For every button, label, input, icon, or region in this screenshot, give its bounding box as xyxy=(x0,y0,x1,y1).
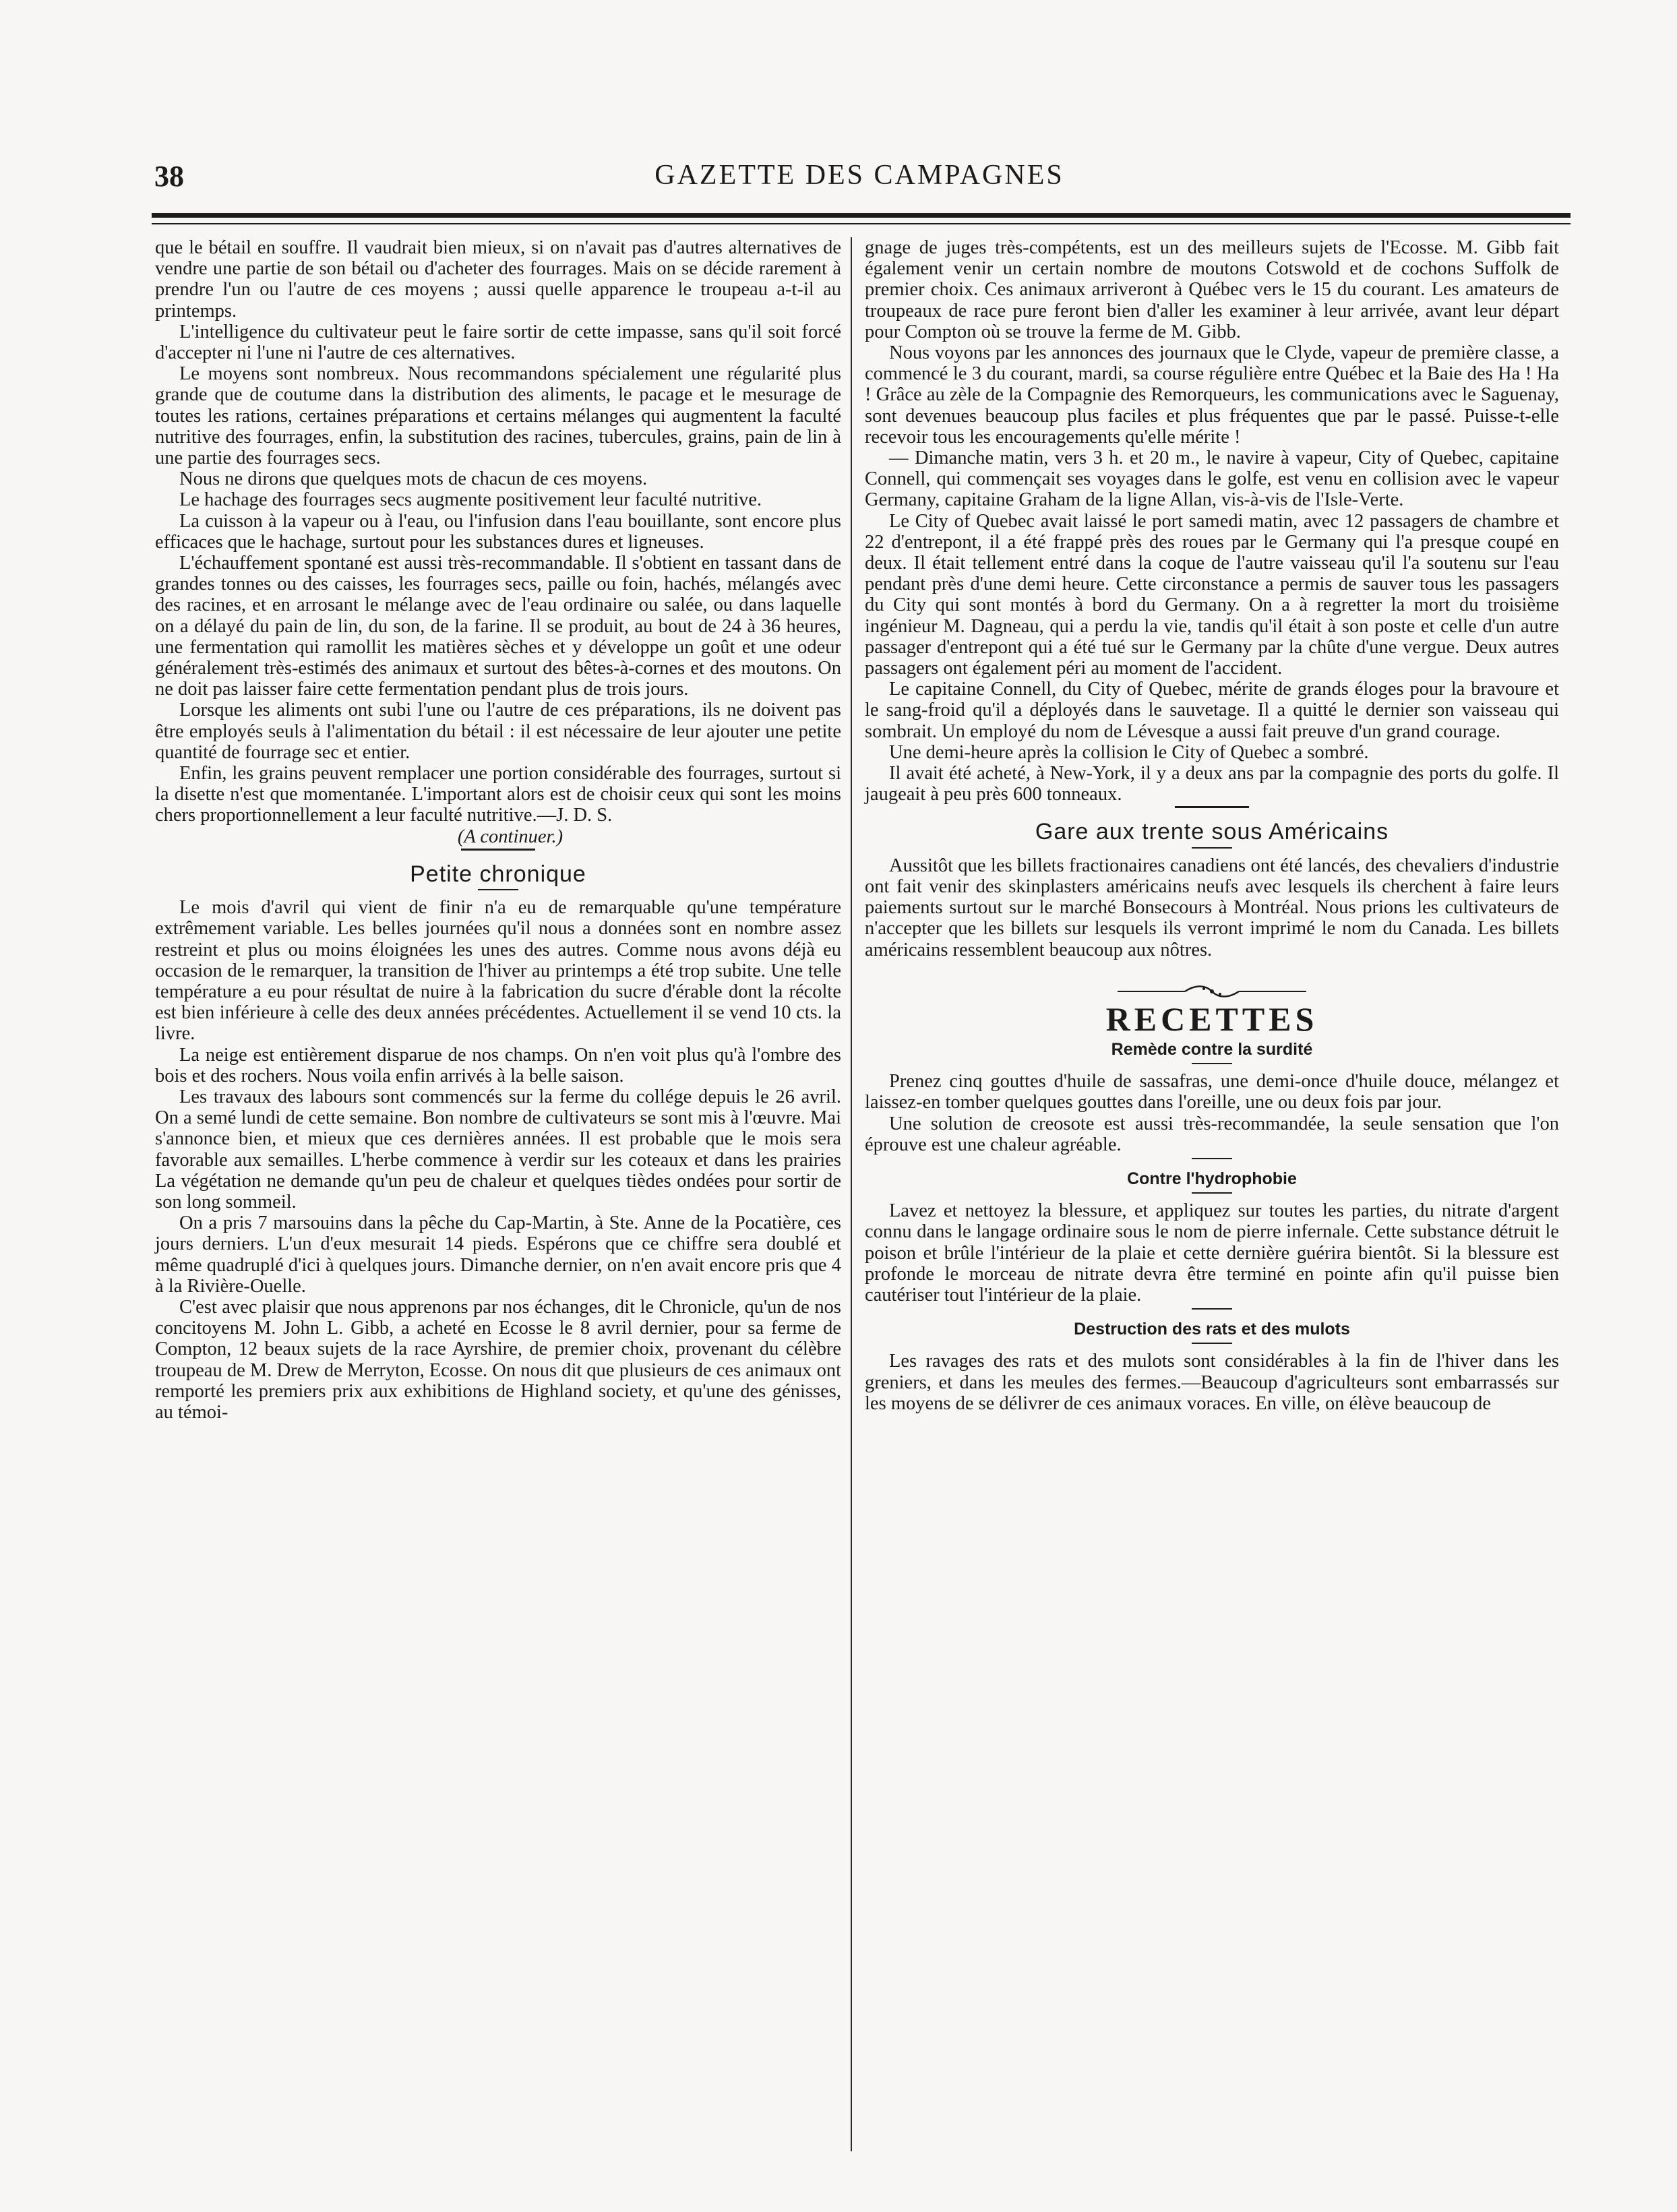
paragraph: Lavez et nettoyez la blessure, et appliquez sur toutes les parties, du nitrate d'argent connu dans le langage ordinaire sous le nom de pierre infernale. Cette substance détruit le poison et brûle l'intérieur de la plaie et cette dernière guérira bientôt. Si la blessure est profonde le morceau de nitrate devra être terminé en pointe afin qu'il puisse bien cautériser tout l'intérieur de la plaie. xyxy=(865,1200,1559,1305)
header-rule-thick xyxy=(152,213,1571,218)
paragraph: Lorsque les aliments ont subi l'une ou l'autre de ces préparations, ils ne doivent pas être employés seuls à l'alimentation du bétail : il est nécessaire de leur ajouter une petite quantité de fourrage sec et entier. xyxy=(155,700,841,763)
section-rule xyxy=(1175,806,1249,808)
page-header xyxy=(152,150,1567,193)
header-rule-thin xyxy=(152,223,1571,224)
journal-title: GAZETTE DES CAMPAGNES xyxy=(654,160,1064,191)
paragraph: gnage de juges très-compétents, est un des meilleurs sujets de l'Ecosse. M. Gibb fait également venir un certain nombre de moutons Cotswold et de cochons Suffolk de premier choix. Ces animaux arriveront à Québec vers le 15 du courant. Les amateurs de troupeaux de race pure feront bien d'aller les examiner à leur arrivée, avant leur départ pour Compton où se trouve la ferme de M. Gibb. xyxy=(865,237,1559,342)
paragraph: Prenez cinq gouttes d'huile de sassafras, une demi-once d'huile douce, mélangez et laissez-en tomber quelques gouttes dans l'oreille, une ou deux fois par jour. xyxy=(865,1071,1559,1113)
ornament-divider xyxy=(1111,983,1313,1000)
paragraph: Nous voyons par les annonces des journaux que le Clyde, vapeur de première classe, a commencé le 3 du courant, mardi, sa course régulière entre Québec et la Baie des Ha ! Ha ! Grâce au zèle de la Compagnie des Remorqueurs, les communications avec le Saguenay, sont devenues beaucoup plus faciles et plus fréquentes que par le passé. Puisse-t-elle recevoir tous les encouragements qu'elle mérite ! xyxy=(865,342,1559,448)
section-rule xyxy=(478,889,518,890)
section-rule xyxy=(1192,1343,1232,1344)
paragraph: Les travaux des labours sont commencés sur la ferme du collége depuis le 26 avril. On a semé lundi de cette semaine. Bon nombre de cultivateurs se sont mis à l'œuvre. Mai s'annonce bien, et mieux que ces dernières années. Il est probable que le mois sera favorable aux semailles. L'herbe commence à verdir sur les coteaux et dans les prairies La végétation ne demande qu'un peu de chaleur et quelques tièdes ondées pour sortir de son long sommeil. xyxy=(155,1086,841,1212)
paragraph: Le capitaine Connell, du City of Quebec, mérite de grands éloges pour la bravoure et le sang-froid qu'il a déployés dans le sauvetage. Il a quitté le dernier son vaisseau qui sombrait. Un employé du nom de Lévesque a aussi fait preuve d'un grand courage. xyxy=(865,679,1559,742)
left-column xyxy=(155,237,841,1423)
section-rule xyxy=(1192,847,1232,849)
paragraph: L'échauffement spontané est aussi très-recommandable. Il s'obtient en tassant dans de grandes tonnes ou des caisses, les fourrages secs, paille ou foin, hachés, mélangés avec des racines, et en arrosant le mélange avec de l'eau ordinaire ou salée, ou dans laquelle on a délayé du pain de lin, du son, de la farine. Il se produit, au bout de 24 à 36 heures, une fermentation qui ramollit les matières sèches et y développe un goût et une odeur généralement très-estimés des animaux et surtout des bêtes-à-cornes et des moutons. On ne doit pas laisser faire cette fermentation pendant plus de trois jours. xyxy=(155,553,841,700)
section-title-chronique: Petite chronique xyxy=(410,861,586,887)
paragraph: Aussitôt que les billets fractionaires canadiens ont été lancés, des chevaliers d'industrie ont fait venir des skinplasters américains neufs avec lesquels ils cherchent à faire leurs paiements surtout sur le marché Bonsecours à Montréal. Nous prions les cultivateurs de n'accepter que les billets sur lesquels ils verront imprimé le nom du Canada. Les billets américains ressemblent beaucoup aux nôtres. xyxy=(865,855,1559,960)
paragraph: La neige est entièrement disparue de nos champs. On n'en voit plus qu'à l'ombre des bois et des rochers. Nous voila enfin arrivés à la belle saison. xyxy=(155,1044,841,1086)
paragraph: Les ravages des rats et des mulots sont considérables à la fin de l'hiver dans les greniers, et dans les meules des fermes.—Beaucoup d'agriculteurs sont embarrassés sur les moyens de se délivrer de ces animaux voraces. En ville, on élève beaucoup de xyxy=(865,1351,1559,1414)
recipe-title-hydrophobie: Contre l'hydrophobie xyxy=(1127,1169,1297,1188)
section-title-recettes: RECETTES xyxy=(1105,1000,1318,1038)
recipe-title-surdite: Remède contre la surdité xyxy=(1111,1039,1313,1059)
paragraph: La cuisson à la vapeur ou à l'eau, ou l'infusion dans l'eau bouillante, sont encore plus efficaces que le hachage, surtout pour les substances dures et ligneuses. xyxy=(155,510,841,553)
column-divider xyxy=(851,237,852,2151)
section-rule xyxy=(1192,1308,1232,1310)
recipe-title-rats: Destruction des rats et des mulots xyxy=(1074,1320,1350,1339)
right-column xyxy=(865,237,1559,1414)
paragraph: On a pris 7 marsouins dans la pêche du Cap-Martin, à Ste. Anne de la Pocatière, ces jours derniers. L'un d'eux mesurait 14 pieds. Espérons que ce chiffre sera doublé et même quadruplé d'ici à quelques jours. Dimanche dernier, on n'en avait encore pris que 4 à la Rivière-Ouelle. xyxy=(155,1212,841,1297)
section-rule xyxy=(1192,1063,1232,1064)
section-title-gare: Gare aux trente sous Américains xyxy=(1035,819,1389,845)
paragraph: Il avait été acheté, à New-York, il y a deux ans par la compagnie des ports du golfe. Il jaugeait à peu près 600 tonneaux. xyxy=(865,763,1559,805)
paragraph: Nous ne dirons que quelques mots de chacun de ces moyens. xyxy=(179,468,648,490)
section-rule xyxy=(1192,1192,1232,1194)
paragraph: C'est avec plaisir que nous apprenons par nos échanges, dit le Chronicle, qu'un de nos concitoyens M. John L. Gibb, a acheté en Ecosse le 8 avril dernier, pour sa ferme de Compton, 12 beaux sujets de la race Ayrshire, de premier choix, provenant du célèbre troupeau de M. Drew de Merryton, Ecosse. On nous dit que plusieurs de ces animaux ont remporté les premiers prix aux exhibitions de Highland society, et qu'une des génisses, au témoi- xyxy=(155,1296,841,1423)
paragraph: que le bétail en souffre. Il vaudrait bien mieux, si on n'avait pas d'autres alternatives de vendre une partie de son bétail ou d'acheter des fourrages. Mais on se décide rarement à prendre l'un ou l'autre de ces moyens ; aussi quelle apparence le troupeau a-t-il au printemps. xyxy=(155,237,841,321)
section-rule xyxy=(461,849,535,851)
paragraph: Le moyens sont nombreux. Nous recommandons spécialement une régularité plus grande que de coutume dans la distribution des aliments, le pacage et le mesurage de toutes les rations, certaines préparations et certains mélanges qui augmentent la faculté nutritive des fourrages, enfin, la substitution des racines, tubercules, grains, pain de lin à une partie des fourrages secs. xyxy=(155,363,841,469)
paragraph: Le hachage des fourrages secs augmente positivement leur faculté nutritive. xyxy=(179,489,762,511)
paragraph: Une solution de creosote est aussi très-recommandée, la seule sensation que l'on éprouve est une chaleur agréable. xyxy=(865,1113,1559,1155)
paragraph: Le City of Quebec avait laissé le port samedi matin, avec 12 passagers de chambre et 22 d'entrepont, il a été frappé près des roues par le Germany qui l'a presque coupé en deux. Il était tellement entré dans la coque de l'autre vaisseau qu'il l'a soutenu sur l'eau pendant près d'une demi heure. Cette circonstance a permis de sauver tous les passagers du City qui sont montés à bord du Germany. On a à regretter la mort du troisième ingénieur M. Dagneau, qui a perdu la vie, tandis qu'il était à son poste et celle d'un autre passager d'entrepont qui a été tué sur le Germany par la chûte d'une vergue. Deux autres passagers ont également péri au moment de l'accident. xyxy=(865,510,1559,679)
paragraph: Le mois d'avril qui vient de finir n'a eu de remarquable qu'une température extrêmement variable. Les belles journées qu'il nous a données sont en nombre assez restreint et plus ou moins éloignées les unes des autres. Comme nous avons déjà eu occasion de le remarquer, la transition de l'hiver au printemps a été trop subite. Une telle température a eu pour résultat de nuire à la fabrication du sucre d'érable dont la récolte est bien inférieure à celle des deux années précédentes. Actuellement il se vend 10 cts. la livre. xyxy=(155,897,841,1045)
paragraph: Enfin, les grains peuvent remplacer une portion considérable des fourrages, surtout si la disette n'est que momentanée. L'important alors est de choisir ceux qui sont les moins chers proportionnellement a leur faculté nutritive.—J. D. S. xyxy=(155,763,841,826)
continued-note: (A continuer.) xyxy=(457,826,563,847)
paragraph: — Dimanche matin, vers 3 h. et 20 m., le navire à vapeur, City of Quebec, capitaine Connell, qui commençait ses voyages dans le golfe, est venu en collision avec le vapeur Germany, capitaine Graham de la ligne Allan, vis-à-vis de l'Isle-Verte. xyxy=(865,448,1559,511)
section-rule xyxy=(1192,1158,1232,1159)
paragraph: L'intelligence du cultivateur peut le faire sortir de cette impasse, sans qu'il soit forcé d'accepter ni l'une ni l'autre de ces alternatives. xyxy=(155,321,841,364)
page-number: 38 xyxy=(154,160,184,193)
paragraph: Une demi-heure après la collision le City of Quebec a sombré. xyxy=(889,741,1369,763)
